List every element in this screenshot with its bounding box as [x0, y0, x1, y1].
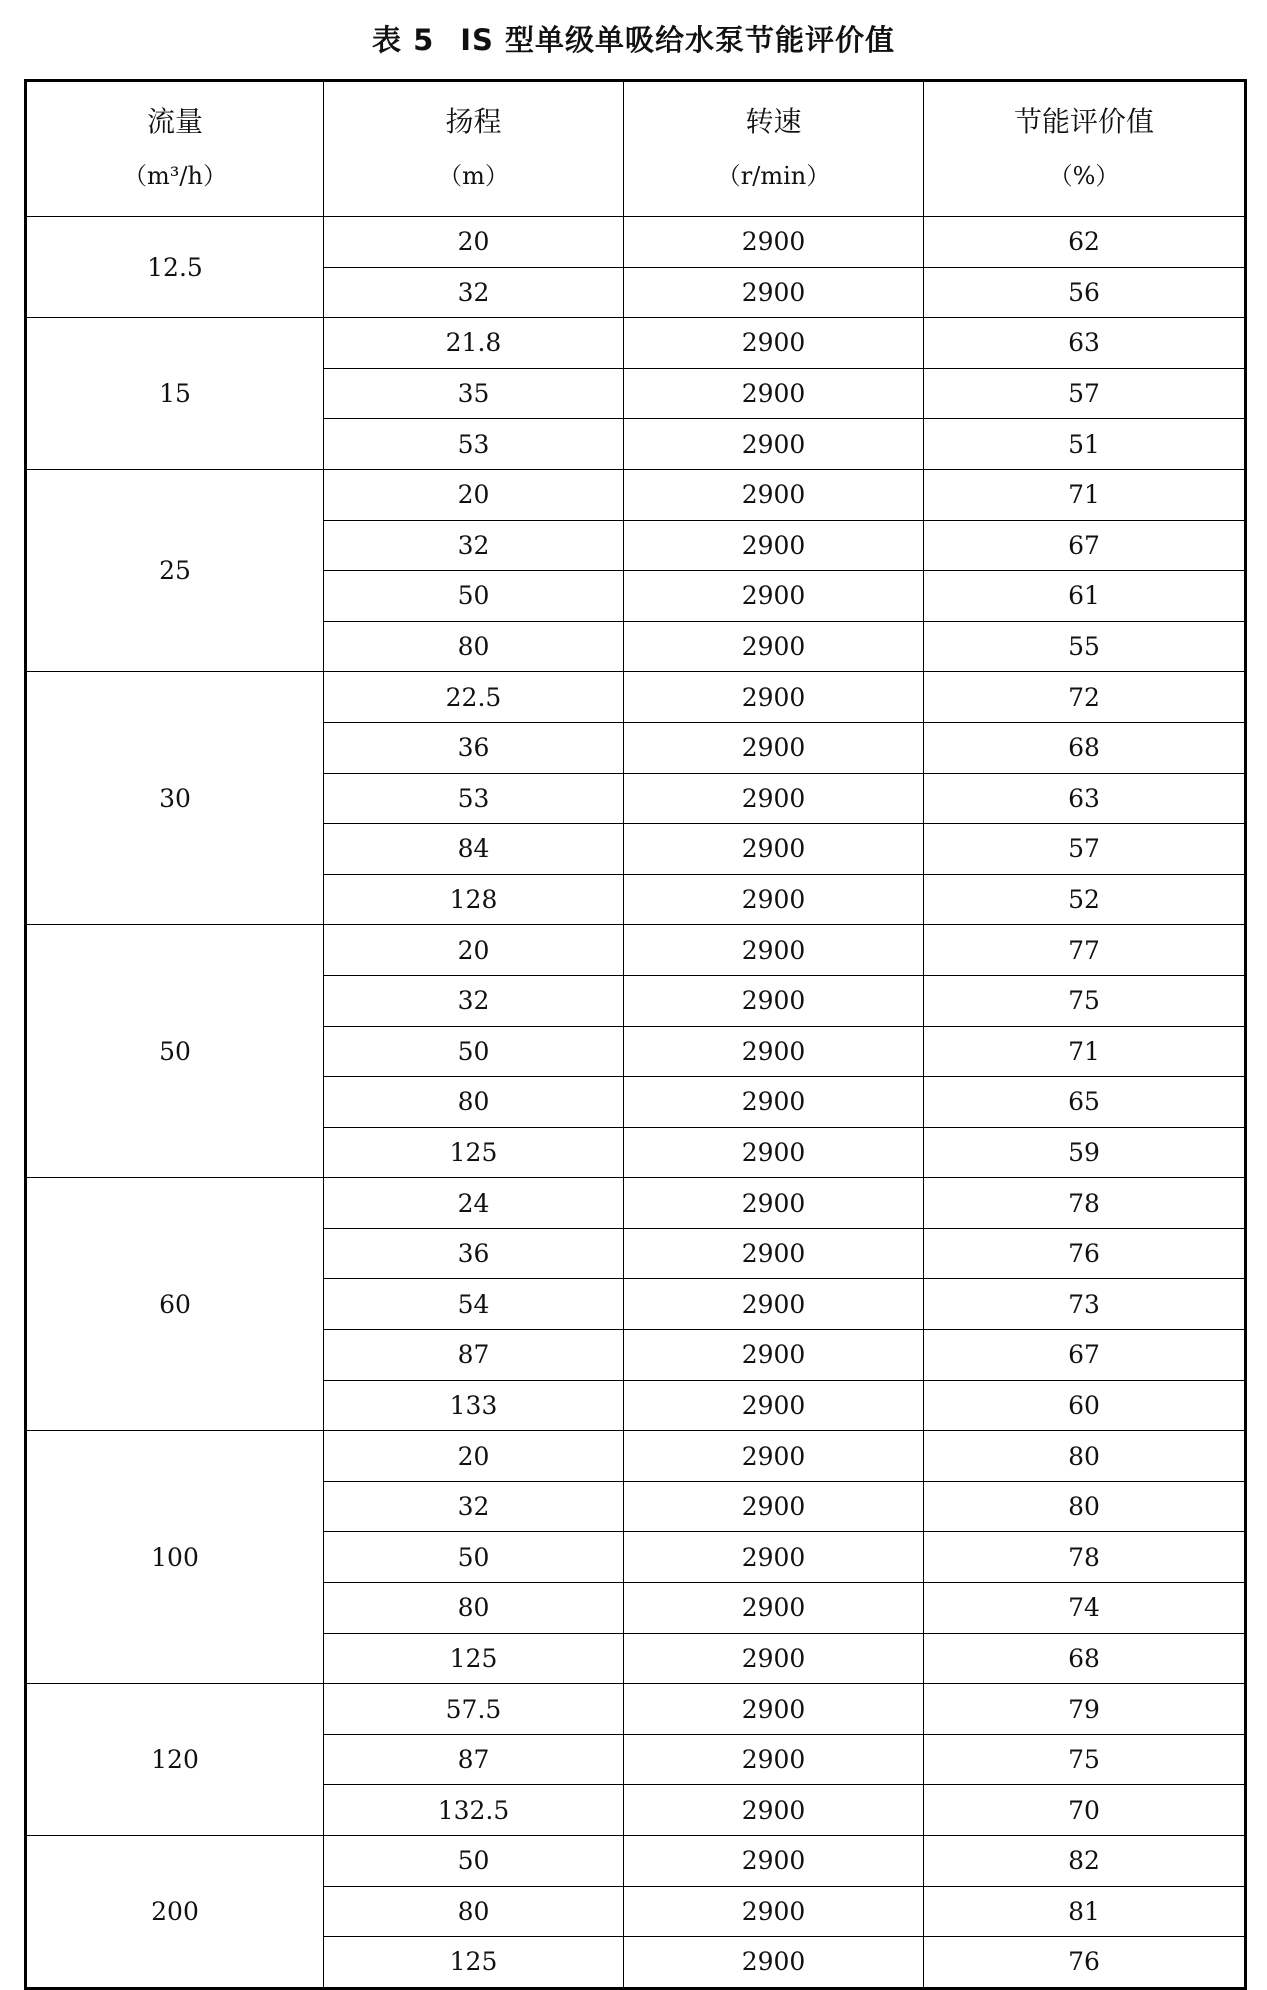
- speed-cell: 2900: [624, 1836, 924, 1887]
- table-row: [26, 1431, 1246, 1482]
- efficiency-cell: 74: [924, 1583, 1246, 1634]
- head-cell: 53: [324, 773, 624, 824]
- efficiency-cell: 73: [924, 1279, 1246, 1330]
- speed-cell: 2900: [624, 1330, 924, 1381]
- head-cell: 80: [324, 1583, 624, 1634]
- speed-cell: 2900: [624, 672, 924, 723]
- head-cell: 36: [324, 722, 624, 773]
- efficiency-cell: 57: [924, 368, 1246, 419]
- head-cell: 50: [324, 1532, 624, 1583]
- head-cell: 20: [324, 217, 624, 268]
- table-title: [0, 14, 1267, 66]
- efficiency-cell: 63: [924, 773, 1246, 824]
- header-flow: [26, 81, 324, 217]
- speed-cell: 2900: [624, 925, 924, 976]
- table-row: [26, 1684, 1246, 1735]
- efficiency-cell: 63: [924, 318, 1246, 369]
- speed-cell: 2900: [624, 1684, 924, 1735]
- table-row: [26, 217, 1246, 268]
- head-cell: 125: [324, 1633, 624, 1684]
- speed-cell: 2900: [624, 722, 924, 773]
- speed-cell: 2900: [624, 1178, 924, 1229]
- flow-cell: 25: [26, 469, 324, 671]
- efficiency-cell: 55: [924, 621, 1246, 672]
- head-cell: 32: [324, 267, 624, 318]
- efficiency-cell: 56: [924, 267, 1246, 318]
- head-cell: 132.5: [324, 1785, 624, 1836]
- speed-cell: 2900: [624, 469, 924, 520]
- efficiency-cell: 61: [924, 571, 1246, 622]
- head-cell: 21.8: [324, 318, 624, 369]
- head-cell: 80: [324, 621, 624, 672]
- head-cell: 22.5: [324, 672, 624, 723]
- head-cell: 20: [324, 925, 624, 976]
- efficiency-cell: 52: [924, 874, 1246, 925]
- flow-cell: 12.5: [26, 217, 324, 318]
- efficiency-cell: 68: [924, 722, 1246, 773]
- efficiency-cell: 62: [924, 217, 1246, 268]
- speed-cell: 2900: [624, 368, 924, 419]
- speed-cell: 2900: [624, 1279, 924, 1330]
- efficiency-cell: 78: [924, 1532, 1246, 1583]
- efficiency-cell: 75: [924, 1734, 1246, 1785]
- header-label: 转速: [745, 105, 802, 138]
- speed-cell: 2900: [624, 267, 924, 318]
- head-cell: 32: [324, 975, 624, 1026]
- head-cell: 87: [324, 1330, 624, 1381]
- efficiency-cell: 71: [924, 469, 1246, 520]
- head-cell: 125: [324, 1127, 624, 1178]
- speed-cell: 2900: [624, 571, 924, 622]
- speed-cell: 2900: [624, 1481, 924, 1532]
- table-row: [26, 925, 1246, 976]
- speed-cell: 2900: [624, 1127, 924, 1178]
- speed-cell: 2900: [624, 621, 924, 672]
- flow-cell: 60: [26, 1178, 324, 1431]
- header-label: 扬程: [445, 105, 502, 138]
- head-cell: 80: [324, 1077, 624, 1128]
- head-cell: 133: [324, 1380, 624, 1431]
- speed-cell: 2900: [624, 1026, 924, 1077]
- efficiency-cell: 68: [924, 1633, 1246, 1684]
- speed-cell: 2900: [624, 1077, 924, 1128]
- pump-efficiency-table: [24, 79, 1247, 1990]
- table-row: [26, 1178, 1246, 1229]
- table-body: [26, 217, 1246, 1989]
- header-speed: [624, 81, 924, 217]
- efficiency-cell: 82: [924, 1836, 1246, 1887]
- speed-cell: 2900: [624, 1633, 924, 1684]
- head-cell: 24: [324, 1178, 624, 1229]
- efficiency-cell: 79: [924, 1684, 1246, 1735]
- efficiency-cell: 76: [924, 1228, 1246, 1279]
- efficiency-cell: 60: [924, 1380, 1246, 1431]
- header-unit: （%）: [1048, 162, 1120, 190]
- header-unit: （m）: [438, 162, 509, 190]
- head-cell: 84: [324, 824, 624, 875]
- speed-cell: 2900: [624, 824, 924, 875]
- efficiency-cell: 67: [924, 520, 1246, 571]
- head-cell: 53: [324, 419, 624, 470]
- head-cell: 32: [324, 1481, 624, 1532]
- header-efficiency: [924, 81, 1246, 217]
- efficiency-cell: 51: [924, 419, 1246, 470]
- speed-cell: 2900: [624, 773, 924, 824]
- efficiency-cell: 70: [924, 1785, 1246, 1836]
- efficiency-cell: 77: [924, 925, 1246, 976]
- flow-cell: 15: [26, 318, 324, 470]
- speed-cell: 2900: [624, 1937, 924, 1989]
- flow-cell: 100: [26, 1431, 324, 1684]
- speed-cell: 2900: [624, 975, 924, 1026]
- speed-cell: 2900: [624, 318, 924, 369]
- flow-cell: 50: [26, 925, 324, 1178]
- header-unit: （r/min）: [716, 162, 831, 190]
- speed-cell: 2900: [624, 520, 924, 571]
- speed-cell: 2900: [624, 217, 924, 268]
- table-row: [26, 318, 1246, 369]
- head-cell: 54: [324, 1279, 624, 1330]
- table-number: 表 5: [371, 23, 435, 57]
- speed-cell: 2900: [624, 1734, 924, 1785]
- header-row: [26, 81, 1246, 217]
- speed-cell: 2900: [624, 419, 924, 470]
- head-cell: 36: [324, 1228, 624, 1279]
- efficiency-cell: 80: [924, 1481, 1246, 1532]
- head-cell: 20: [324, 469, 624, 520]
- table-row: [26, 672, 1246, 723]
- header-label: 流量: [146, 105, 203, 138]
- speed-cell: 2900: [624, 1886, 924, 1937]
- header-head: [324, 81, 624, 217]
- efficiency-cell: 71: [924, 1026, 1246, 1077]
- efficiency-cell: 78: [924, 1178, 1246, 1229]
- speed-cell: 2900: [624, 1431, 924, 1482]
- speed-cell: 2900: [624, 874, 924, 925]
- table-title-text: IS 型单级单吸给水泵节能评价值: [460, 23, 896, 57]
- table-row: [26, 469, 1246, 520]
- efficiency-cell: 75: [924, 975, 1246, 1026]
- head-cell: 87: [324, 1734, 624, 1785]
- table-row: [26, 1836, 1246, 1887]
- speed-cell: 2900: [624, 1532, 924, 1583]
- efficiency-cell: 67: [924, 1330, 1246, 1381]
- head-cell: 20: [324, 1431, 624, 1482]
- head-cell: 50: [324, 571, 624, 622]
- speed-cell: 2900: [624, 1785, 924, 1836]
- head-cell: 50: [324, 1836, 624, 1887]
- speed-cell: 2900: [624, 1583, 924, 1634]
- head-cell: 32: [324, 520, 624, 571]
- efficiency-cell: 65: [924, 1077, 1246, 1128]
- efficiency-cell: 80: [924, 1431, 1246, 1482]
- header-unit: （m³/h）: [123, 162, 227, 190]
- head-cell: 80: [324, 1886, 624, 1937]
- efficiency-cell: 76: [924, 1937, 1246, 1989]
- head-cell: 50: [324, 1026, 624, 1077]
- flow-cell: 30: [26, 672, 324, 925]
- flow-cell: 200: [26, 1836, 324, 1989]
- head-cell: 125: [324, 1937, 624, 1989]
- head-cell: 35: [324, 368, 624, 419]
- header-label: 节能评价值: [1013, 105, 1154, 138]
- efficiency-cell: 72: [924, 672, 1246, 723]
- head-cell: 128: [324, 874, 624, 925]
- flow-cell: 120: [26, 1684, 324, 1836]
- head-cell: 57.5: [324, 1684, 624, 1735]
- efficiency-cell: 81: [924, 1886, 1246, 1937]
- speed-cell: 2900: [624, 1380, 924, 1431]
- efficiency-cell: 59: [924, 1127, 1246, 1178]
- efficiency-cell: 57: [924, 824, 1246, 875]
- speed-cell: 2900: [624, 1228, 924, 1279]
